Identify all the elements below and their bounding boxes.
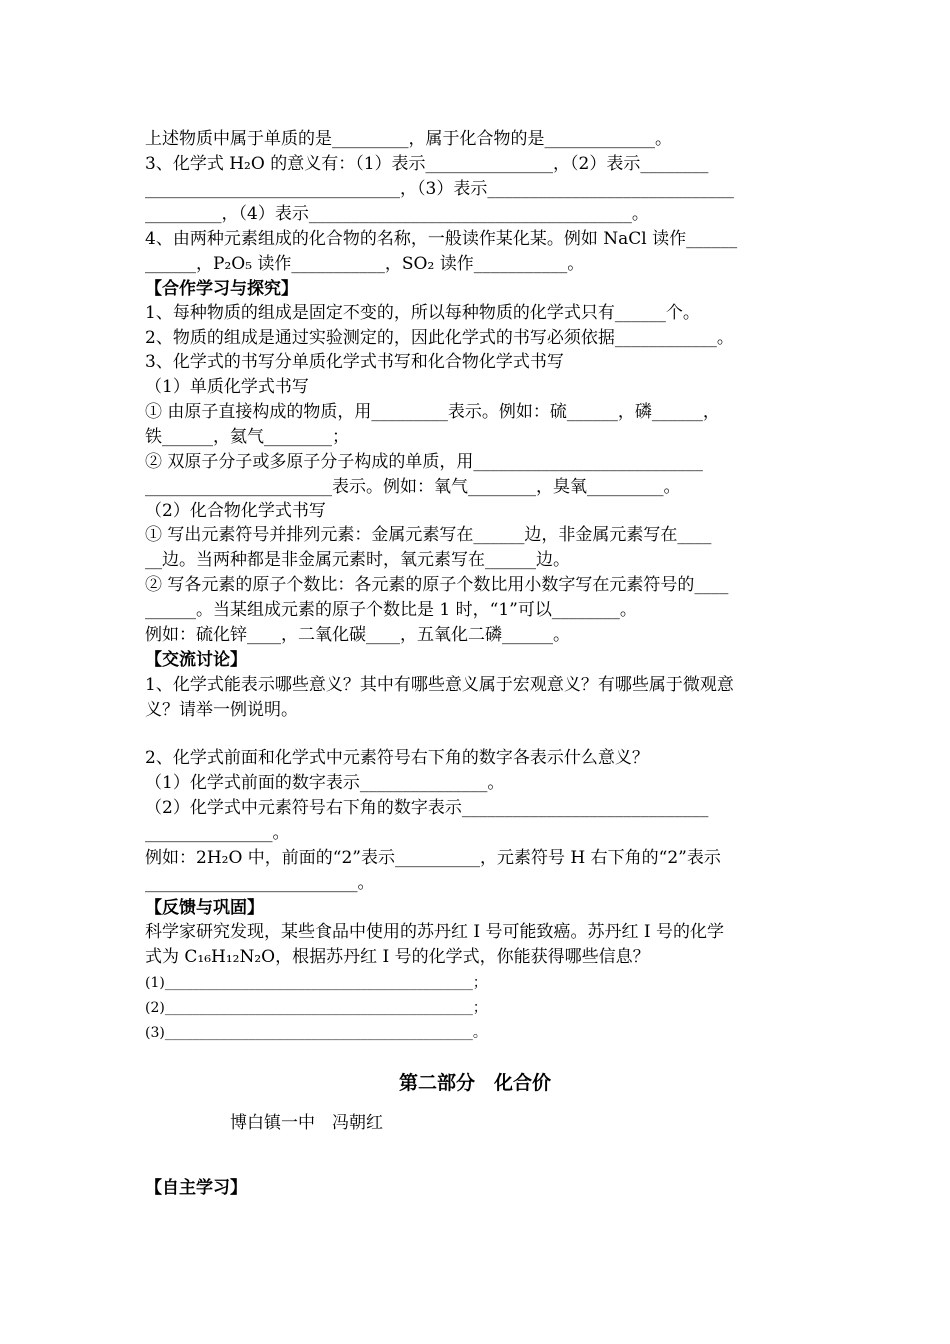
text-line: ② 双原子分子或多原子分子构成的单质，用___________________________: [145, 452, 703, 472]
text-line: ① 写出元素符号并排列元素：金属元素写在______边，非金属元素写在____: [145, 525, 712, 545]
section-heading: 【合作学习与探究】: [145, 279, 298, 299]
answer-line: (1)____________________________________________；: [145, 975, 487, 991]
text-line: ______________________________，（3）表示_____________________________: [145, 179, 734, 199]
author-line: 博白镇一中 冯朝红: [230, 1113, 383, 1133]
text-line: ______________________表示。例如：氧气________，臭氧_________。: [145, 477, 681, 497]
text-line: （1）化学式前面的数字表示_______________。: [145, 773, 505, 793]
text-line: 2、物质的组成是通过实验测定的，因此化学式的书写必须依据____________。: [145, 328, 734, 348]
text-line: 4、由两种元素组成的化合物的名称，一般读作某化某。例如 NaCl 读作______: [145, 229, 738, 249]
text-line: 科学家研究发现，某些食品中使用的苏丹红 I 号可能致癌。苏丹红 I 号的化学: [145, 922, 725, 942]
text-line: 例如：硫化锌____，二氧化碳____，五氧化二磷______。: [145, 625, 570, 645]
text-line: __边。当两种都是非金属元素时，氧元素写在______边。: [145, 550, 570, 570]
text-line: 上述物质中属于单质的是_________，属于化合物的是_____________。: [145, 129, 672, 149]
section-heading: 【自主学习】: [145, 1178, 247, 1198]
text-line: 1、化学式能表示哪些意义？其中有哪些意义属于宏观意义？有哪些属于微观意: [145, 675, 734, 695]
text-line: 式为 C₁₆H₁₂N₂O，根据苏丹红 I 号的化学式，你能获得哪些信息？: [145, 947, 650, 967]
text-line: 例如：2H₂O 中，前面的“2”表示__________，元素符号 H 右下角的“2”表示: [145, 848, 721, 868]
text-line: （2）化学式中元素符号右下角的数字表示_____________________________: [145, 798, 709, 818]
answer-line: (2)____________________________________________；: [145, 1000, 487, 1016]
text-line: （2）化合物化学式书写: [145, 501, 326, 521]
part-title: 第二部分 化合价: [398, 1072, 551, 1094]
text-line: ______，P₂O₅ 读作___________，SO₂ 读作___________。: [145, 254, 585, 274]
text-line: ______。当某组成元素的原子个数比是 1 时，“1”可以________。: [145, 600, 637, 620]
answer-line: (3)____________________________________________。: [145, 1025, 487, 1041]
text-line: 1、每种物质的组成是固定不变的，所以每种物质的化学式只有______个。: [145, 303, 700, 323]
text-line: 3、化学式的书写分单质化学式书写和化合物化学式书写: [145, 352, 564, 372]
text-line: ② 写各元素的原子个数比：各元素的原子个数比用小数字写在元素符号的____: [145, 575, 729, 595]
section-heading: 【交流讨论】: [145, 650, 247, 670]
text-line: _________，（4）表示______________________________________。: [145, 204, 649, 224]
text-line: _________________________。: [145, 873, 375, 893]
text-line: 铁______，氦气________；: [145, 427, 349, 447]
text-line: 2、化学式前面和化学式中元素符号右下角的数字各表示什么意义？: [145, 748, 649, 768]
text-line: _______________。: [145, 823, 290, 843]
text-line: （1）单质化学式书写: [145, 377, 309, 397]
section-heading: 【反馈与巩固】: [145, 898, 264, 918]
text-line: ① 由原子直接构成的物质，用_________表示。例如：硫______，磷______，: [145, 402, 720, 422]
text-line: 3、化学式 H₂O 的意义有：（1）表示_______________，（2）表示________: [145, 154, 709, 174]
text-line: 义？请举一例说明。: [145, 700, 298, 720]
